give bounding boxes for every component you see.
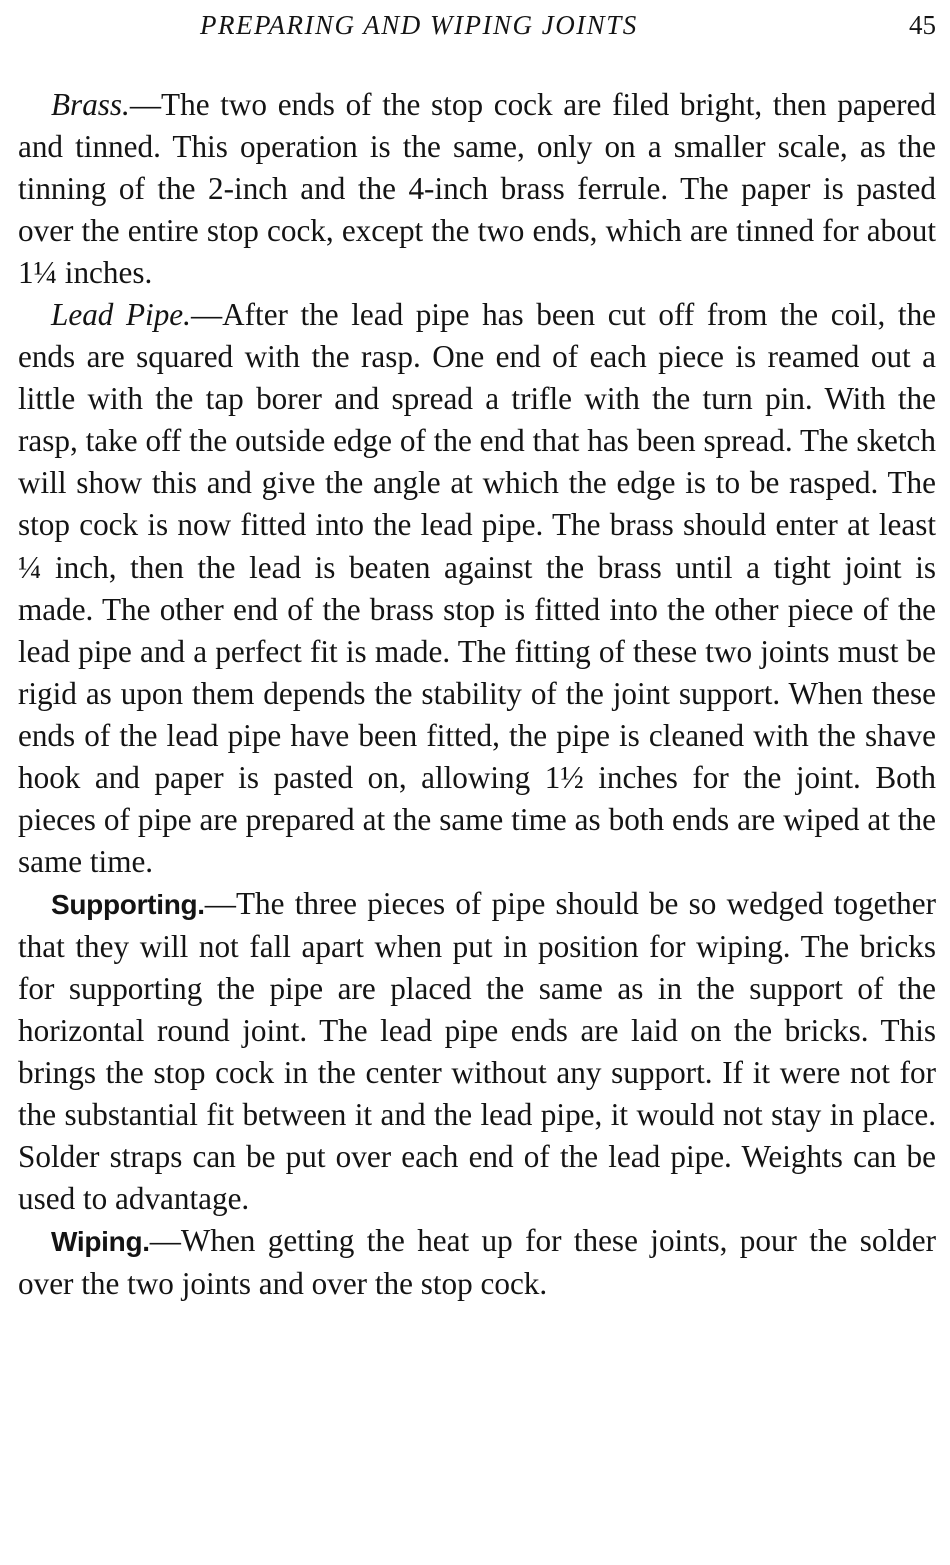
book-page	[18, 6, 936, 1305]
section-lead-brass: Brass.	[51, 87, 130, 122]
running-header	[18, 6, 936, 50]
running-title: PREPARING AND WIPING JOINTS	[200, 10, 638, 40]
paragraph-text-lead-pipe: —After the lead pipe has been cut off from the coil, the ends are squared with the rasp. One end of each piece is reamed out a little with the tap borer and spread a trifle with the turn pin. With the rasp, take off the outside edge of the end that has been spread. The sketch will show this and give the angle at which the edge is to be rasped. The stop cock is now fitted into the lead pipe. The brass should enter at least ¼ inch, then the lead is beaten against the brass until a tight joint is made. The other end of the brass stop is fitted into the other piece of the lead pipe and a perfect fit is made. The fitting of these two joints must be rigid as upon them depends the stability of the joint support. When these ends of the lead pipe have been fitted, the pipe is cleaned with the shave hook and paper is pasted on, allowing 1½ inches for the joint. Both pieces of pipe are prepared at the same time as both ends are wiped at the same time.	[18, 297, 937, 879]
paragraph-text-wiping: —When getting the heat up for these joints, pour the solder over the two joints and over the stop cock.	[18, 1223, 936, 1302]
section-lead-supporting: Supporting.	[51, 888, 205, 920]
paragraph-text-brass: —The two ends of the stop cock are filed bright, then papered and tinned. This operation is the same, only on a smaller scale, as the tinning of the 2-inch and the 4-inch brass ferrule. The paper is pasted over the entire stop cock, except the two ends, which are tinned for about 1¼ inches.	[18, 87, 936, 291]
paragraph-supporting	[18, 883, 936, 1220]
page-number: 45	[909, 10, 936, 40]
body-text	[18, 84, 936, 1305]
paragraph-text-supporting: —The three pieces of pipe should be so wedged together that they will not fall apart when put in position for wiping. The bricks for supporting the pipe are placed the same as in the support of the horizontal round joint. The lead pipe ends are laid on the bricks. This brings the stop cock in the center without any support. If it were not for the substantial fit between it and the lead pipe, it would not stay in place. Solder straps can be put over each end of the lead pipe. Weights can be used to advantage.	[18, 885, 936, 1217]
paragraph-lead-pipe	[18, 294, 936, 883]
paragraph-wiping	[18, 1220, 936, 1305]
paragraph-brass	[18, 84, 936, 294]
section-lead-wiping: Wiping.	[51, 1226, 150, 1258]
section-lead-lead-pipe: Lead Pipe.	[51, 297, 191, 333]
